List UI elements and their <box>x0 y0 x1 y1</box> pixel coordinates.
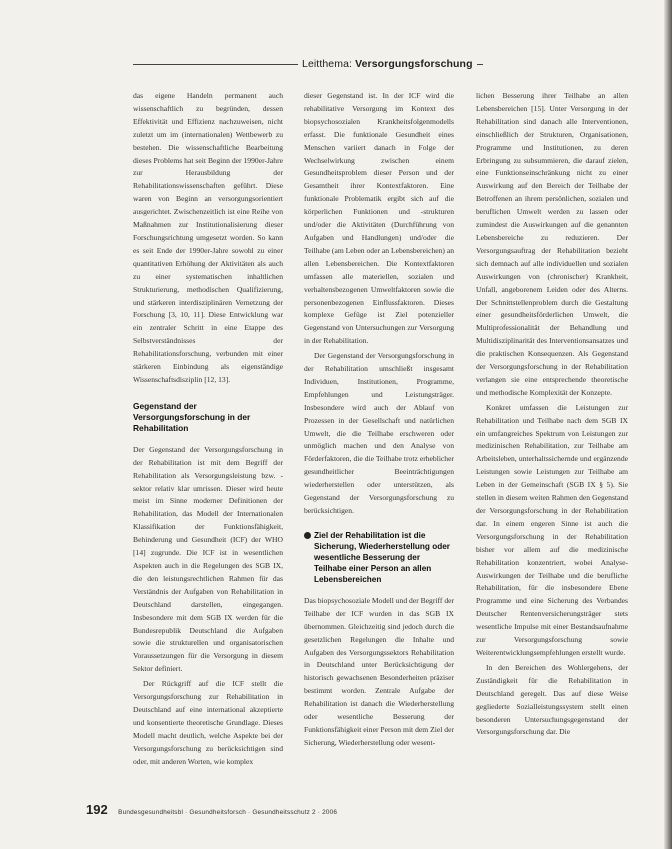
scan-edge-shadow <box>664 0 672 849</box>
header-label: Leitthema: <box>302 58 353 70</box>
text-column-3 <box>476 90 628 739</box>
header-title: Versorgungsforschung <box>355 58 473 70</box>
page-footer <box>86 801 337 819</box>
paragraph: Konkret umfassen die Leistungen zur Rehabilitation und Teilhabe nach dem SGB IX ein umfangreiches Spektrum von Leistungen zur medizinischen Rehabilitation, zur Teilhabe am Arbeitsleben, unterhaltssichernde und ergänzende Leistungen sowie Leistungen zur Teilhabe am Leben in der Gemeinschaft (SGB IX § 5). Sie stellen in diesem weiten Rahmen den Gegenstand der Versorgungsforschung in der Rehabilitation dar. In einem engeren Sinne ist auch die Versorgungsforschung in der Rehabilitation bisher vor allem auf die medizinische Rehabilitation konzentriert, wobei Analyse-Auswirkungen der Teilhabe und die berufliche Rehabilitation, für die insbesondere Ebene Programme und eine Sicherung des Verbandes Deutscher Rentenversicherungsträger stets wesentliche Impulse mit einer Bestandsaufnahme zur Versorgungsforschung sowie Weiterentwicklungsempfehlungen erstellt wurde. <box>476 402 628 657</box>
highlight-heading-text: Ziel der Rehabilitation ist die Sicherung, Wiederherstellung oder wesentliche Besserung der Teilhabe einer Person an allen Lebensbereichen <box>314 530 450 584</box>
text-column-2 <box>304 90 454 750</box>
highlight-heading <box>304 530 454 585</box>
section-heading: Gegenstand der Versorgungsforschung in der Rehabilitation <box>133 400 251 433</box>
paragraph: lichen Besserung ihrer Teilhabe an allen Lebensbereichen [15]. Unter Versorgung in der Rehabilitation sind danach alle Interventionen, einschließlich der Strukturen, Organisationen, Programme und Institutionen, zu deren Erbringung zu subsummieren, die darauf zielen, eine Funktionseinschränkung nicht zu einer Auswirkung auf den Bereich der Teilhabe der Betroffenen an ihrem persönlichen, sozialen und beruflichen Umwelt werden zu lassen oder zumindest die Auswirkungen auf die genannten Lebensbereiche zu reduzieren. Der Versorgungsauftrag der Rehabilitation bezieht sich demnach auf alle individuellen und sozialen Auswirkungen von (chronischer) Krankheit, Unfall, angeborenem Leiden oder des Alterns. Der Schnittstellenproblem durch die Gestaltung einer gesundheitsförderlichen Umwelt, die Multiprofessionalität der Behandlung und Multidisziplinarität des Interventionsansatzes und die praktischen Konsequenzen. Als Gegenstand der Versorgungsforschung in der Rehabilitation verlangen sie eine entsprechende theoretische und methodische Komplexität der Konzepte. <box>476 91 628 397</box>
paragraph: Das biopsychosoziale Modell und der Begriff der Teilhabe der ICF wurden in das SGB IX übernommen. Gleichzeitig sind jedoch durch die gesetzlichen Regelungen die Inhalte und Aufgaben des Versorgungssektors Rehabilitation in Deutschland unter Berücksichtigung der historisch gewachsenen Besonderheiten präziser bestimmt worden. Zentrale Aufgabe der Rehabilitation ist danach die Wiederherstellung oder wesentliche Besserung der Funktionsfähigkeit einer Person mit dem Ziel der Sicherung, Wiederherstellung oder wesent- <box>304 595 455 747</box>
paragraph: Der Gegenstand der Versorgungsforschung in der Rehabilitation umschließt insgesamt Individuen, Institutionen, Programme, Empfehlungen und Leistungsträger. Insbesondere wird auch der Ablauf von Prozessen in der Gesellschaft und natürlichen Umwelt, die die Teilhabe erschweren oder unmöglich machen und den Analyse von Förderfaktoren, die die Teilhabe trotz erheblicher gesundheitlicher Beeinträchtigungen wiederherstellen oder unterstützen, als Gegenstand der Versorgungsforschung zu berücksichtigen. <box>304 351 454 515</box>
paragraph: Der Gegenstand der Versorgungsforschung in der Rehabilitation ist mit dem Begriff der Rehabilitation als Versorgungsleistung bzw. -sektor relativ klar umrissen. Dieser wird heute meist im Sinne moderner Definitionen der Rehabilitation, das Modell der Internationalen Klassifikation der Funktionsfähigkeit, Behinderung und Gesundheit (ICF) der WHO [14] zugrunde. Die ICF ist in wesentlichen Aspekten auch in die Regelungen des SGB IX, die den leistungsrechtlichen Rahmen für das Verständnis der Aufgaben von Rehabilitation in Deutschland darstellen, eingegangen. Insbesondere mit dem SGB IX werden für die Bundesrepublik Deutschland die Aufgaben sowie die strukturellen und organisatorischen Voraussetzungen für die Versorgung in diesem Sektor definiert. <box>133 444 283 674</box>
paragraph: das eigene Handeln permanent auch wissenschaftlich zu begründen, dessen Effektivität und Effizienz nachzuweisen, nicht zuletzt um im (internationalen) Wettbewerb zu bestehen. Die wissenschaftliche Bearbeitung dieses Problems hat seit Beginn der 1990er-Jahre zur Herausbildung der Rehabilitationswissenschaften geführt. Diese waren von Beginn an versorgungsorientiert ausgerichtet. Zwischenzeitlich ist eine Reihe von Maßnahmen zur Institutionalisierung dieser Forschungsrichtung umgesetzt worden. So kann es seit Ende der 1990er-Jahre sowohl zu einer quantitativen Erhöhung der Aktivitäten als auch zu einer systematischen inhaltlichen Strukturierung, methodischen Qualifizierung, und stärkeren interdisziplinären Vernetzung der Forschung [3, 10, 11]. Diese Entwicklung war ein zentraler Schritt in eine Etappe des Selbstverständnisses der Rehabilitationsforschung, verbunden mit einer stärkeren Einbindung als eigenständige Wissenschaftsdisziplin [12, 13]. <box>133 91 283 384</box>
running-header <box>298 58 477 72</box>
paragraph: Der Rückgriff auf die ICF stellt die Versorgungsforschung zur Rehabilitation in Deutschland auf eine international akzeptierte und konsentierte theoretische Grundlage. Dieses Modell macht deutlich, welche Aspekte bei der Versorgungsforschung zu berücksichtigen sind oder, mit anderen Worten, wie komplex <box>133 679 283 766</box>
page-number: 192 <box>86 802 108 817</box>
text-column-1 <box>133 90 283 769</box>
paragraph: dieser Gegenstand ist. In der ICF wird die rehabilitative Versorgung im Kontext des biopsychosozialen Krankheitsfolgenmodells erfasst. Die funktionale Gesundheit eines Menschen variiert danach in Folge der Wechselwirkung zwischen einem Gesundheitsproblem dieser Person und der Gesamtheit ihrer Kontextfaktoren. Eine funktionale Problematik ergibt sich auf die körperlichen Funktionen und -strukturen und/oder die Aktivitäten (Durchführung von Aufgaben und Handlungen) und/oder die Teilhabe (am Leben oder an Lebensbereichen) an allen Lebensbereichen. Die Kontextfaktoren umfassen alle materiellen, sozialen und verhaltensbezogenen Umweltfaktoren sowie die personenbezogenen Einflussfaktoren. Dieses komplexe Gefüge ist Ziel potenzieller Gegenstand von Untersuchungen zur Versorgung in der Rehabilitation. <box>304 91 454 346</box>
bullet-icon <box>304 532 311 539</box>
paragraph: In den Bereichen des Wohlergehens, der Zuständigkeit für die Rehabilitation in Deutschland geregelt. Das auf diese Weise gegliederte Sozialleistungssystem stellt einen besonderen Untersuchungsgegenstand der Versorgungsforschung dar. Die <box>476 662 628 737</box>
journal-citation: Bundesgesundheitsbl · Gesundheitsforsch · Gesundheitsschutz 2 · 2006 <box>118 809 338 816</box>
